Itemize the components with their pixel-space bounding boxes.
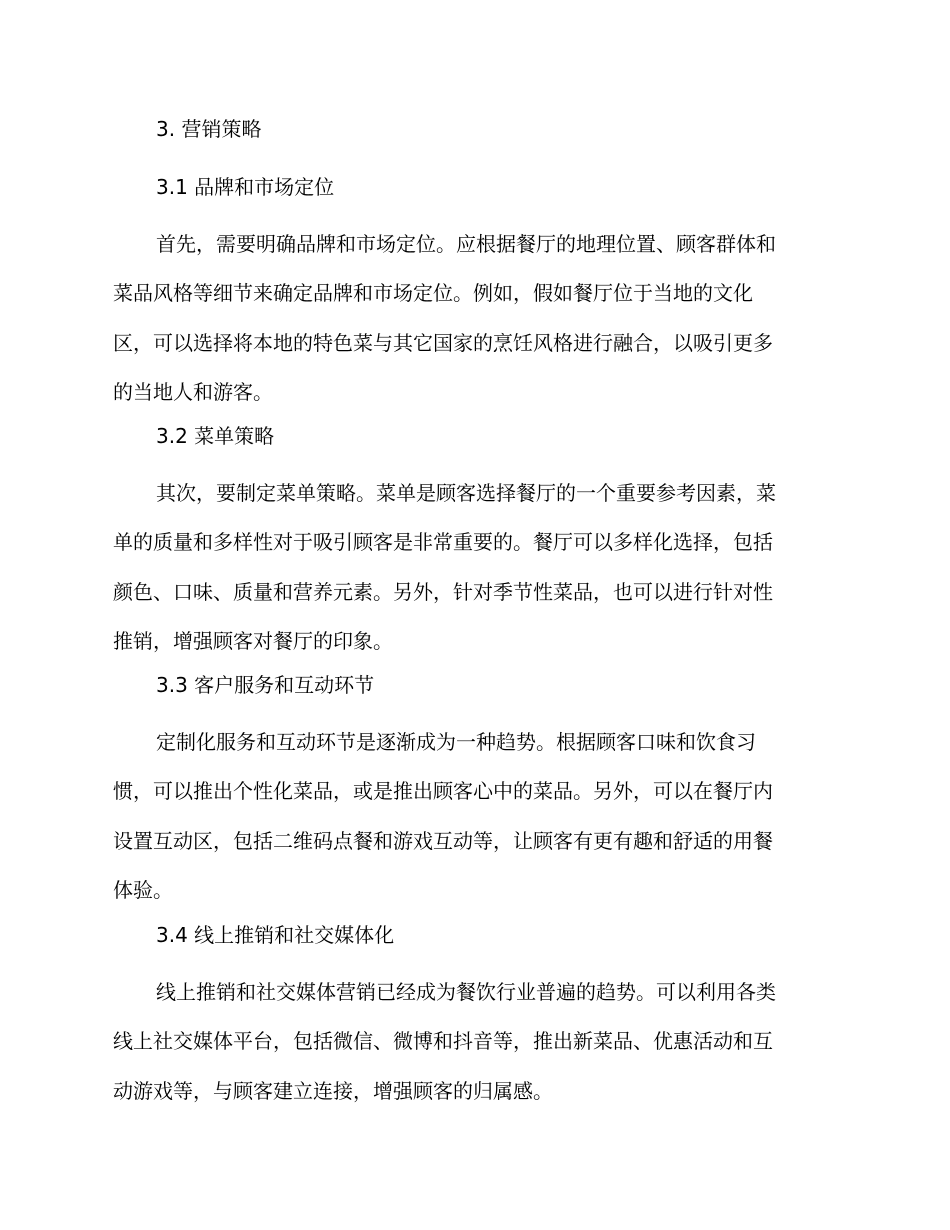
paragraph-line: 单的质量和多样性对于吸引顾客是非常重要的。餐厅可以多样化选择，包括 xyxy=(113,530,773,555)
paragraph-line: 定制化服务和互动环节是逐渐成为一种趋势。根据顾客口味和饮食习 xyxy=(156,730,756,754)
paragraph-line: 菜品风格等细节来确定品牌和市场定位。例如，假如餐厅位于当地的文化 xyxy=(113,281,753,306)
paragraph-online-marketing xyxy=(113,968,833,1116)
paragraph-line: 体验。 xyxy=(113,877,173,902)
paragraph-line: 其次，要制定菜单策略。菜单是顾客选择餐厅的一个重要参考因素，菜 xyxy=(156,481,776,505)
paragraph-menu-strategy xyxy=(113,469,833,666)
paragraph-line: 的当地人和游客。 xyxy=(113,379,273,404)
subsection-heading-3-4: 3.4 线上推销和社交媒体化 xyxy=(156,923,395,947)
paragraph-brand-positioning xyxy=(113,220,833,417)
subsection-heading-3-1: 3.1 品牌和市场定位 xyxy=(156,175,335,199)
subsection-heading-3-3: 3.3 客户服务和互动环节 xyxy=(156,673,375,697)
paragraph-line: 推销，增强顾客对餐厅的印象。 xyxy=(113,628,393,653)
paragraph-line: 颜色、口味、质量和营养元素。另外，针对季节性菜品，也可以进行针对性 xyxy=(113,579,773,604)
paragraph-line: 线上推销和社交媒体营销已经成为餐饮行业普遍的趋势。可以利用各类 xyxy=(156,980,776,1004)
paragraph-line: 线上社交媒体平台，包括微信、微博和抖音等，推出新菜品、优惠活动和互 xyxy=(113,1029,773,1054)
paragraph-line: 动游戏等，与顾客建立连接，增强顾客的归属感。 xyxy=(113,1078,553,1103)
section-heading: 3. 营销策略 xyxy=(156,117,262,141)
paragraph-line: 惯，可以推出个性化菜品，或是推出顾客心中的菜品。另外，可以在餐厅内 xyxy=(113,779,773,804)
paragraph-line: 首先，需要明确品牌和市场定位。应根据餐厅的地理位置、顾客群体和 xyxy=(156,232,776,256)
subsection-heading-3-2: 3.2 菜单策略 xyxy=(156,424,275,448)
paragraph-line: 区，可以选择将本地的特色菜与其它国家的烹饪风格进行融合，以吸引更多 xyxy=(113,330,773,355)
paragraph-line: 设置互动区，包括二维码点餐和游戏互动等，让顾客有更有趣和舒适的用餐 xyxy=(113,828,773,853)
paragraph-customer-service xyxy=(113,718,833,915)
